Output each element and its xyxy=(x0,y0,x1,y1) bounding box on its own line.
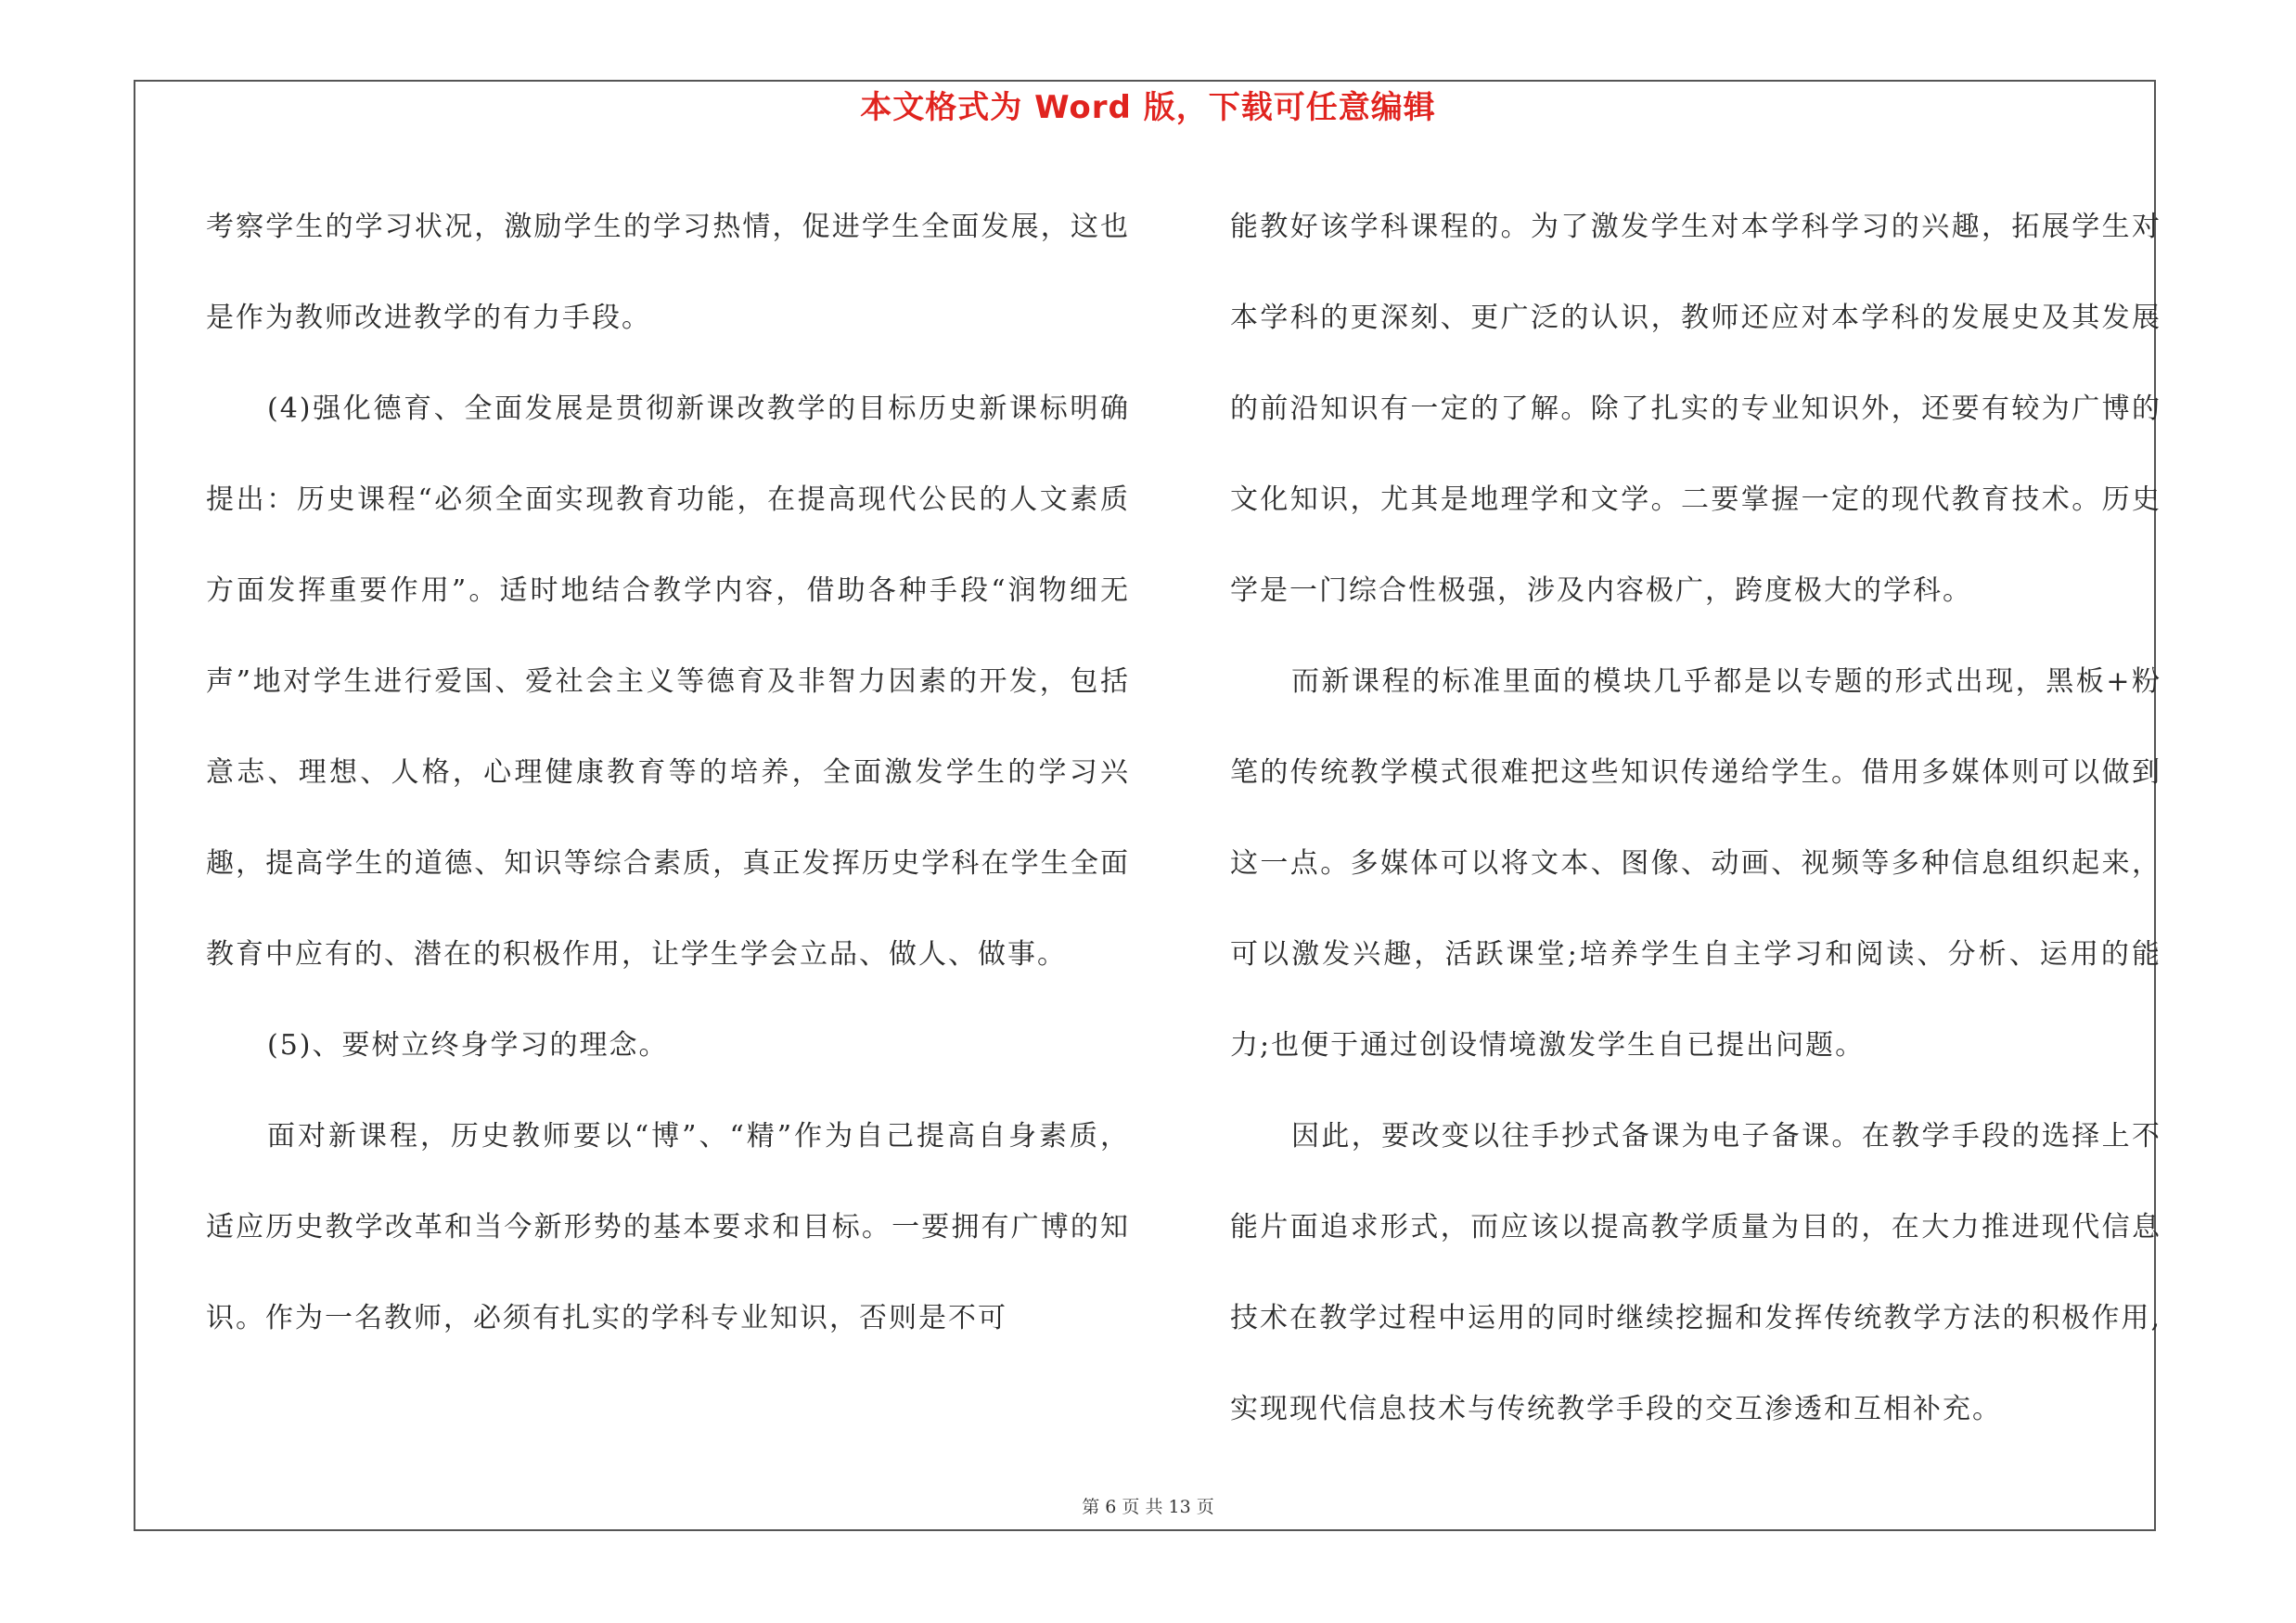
left-text-column xyxy=(206,182,1130,1364)
paragraph: 而新课程的标准里面的模块几乎都是以专题的形式出现，黑板+粉笔的传统教学模式很难把这些知识传递给学生。借用多媒体则可以做到这一点。多媒体可以将文本、图像、动画、视频等多种信息组织起来，可以激发兴趣，活跃课堂;培养学生自主学习和阅读、分析、运用的能力;也便于通过创设情境激发学生自已提出问题。 xyxy=(1230,665,2161,1062)
page-number-footer: 第 6 页 共 13 页 xyxy=(1082,1497,1214,1517)
paragraph: 能教好该学科课程的。为了激发学生对本学科学习的兴趣，拓展学生对本学科的更深刻、更广泛的认识，教师还应对本学科的发展史及其发展的前沿知识有一定的了解。除了扎实的专业知识外，还要有较为广博的文化知识，尤其是地理学和文学。二要掌握一定的现代教育技术。历史学是一门综合性极强，涉及内容极广，跨度极大的学科。 xyxy=(1230,211,2161,607)
paragraph: 面对新课程，历史教师要以“博”、“精”作为自己提高自身素质，适应历史教学改革和当今新形势的基本要求和目标。一要拥有广博的知识。作为一名教师，必须有扎实的学科专业知识，否则是不可 xyxy=(206,1120,1130,1334)
paragraph: 因此，要改变以往手抄式备课为电子备课。在教学手段的选择上不能片面追求形式，而应该以提高教学质量为目的，在大力推进现代信息技术在教学过程中运用的同时继续挖掘和发挥传统教学方法的积极作用,实现现代信息技术与传统教学手段的交互渗透和互相补充。 xyxy=(1230,1120,2161,1425)
paragraph: (5)、要树立终身学习的理念。 xyxy=(267,1029,669,1062)
paragraph: (4)强化德育、全面发展是贯彻新课改教学的目标历史新课标明确提出：历史课程“必须全面实现教育功能，在提高现代公民的人文素质方面发挥重要作用”。适时地结合教学内容，借助各种手段“润物细无声”地对学生进行爱国、爱社会主义等德育及非智力因素的开发，包括意志、理想、人格，心理健康教育等的培养，全面激发学生的学习兴趣，提高学生的道德、知识等综合素质，真正发挥历史学科在学生全面教育中应有的、潜在的积极作用，让学生学会立品、做人、做事。 xyxy=(206,393,1130,971)
word-format-banner: 本文格式为 Word 版，下载可任意编辑 xyxy=(860,89,1436,126)
paragraph: 考察学生的学习状况，激励学生的学习热情，促进学生全面发展，这也是作为教师改进教学的有力手段。 xyxy=(206,211,1130,334)
right-text-column xyxy=(1230,182,2161,1455)
